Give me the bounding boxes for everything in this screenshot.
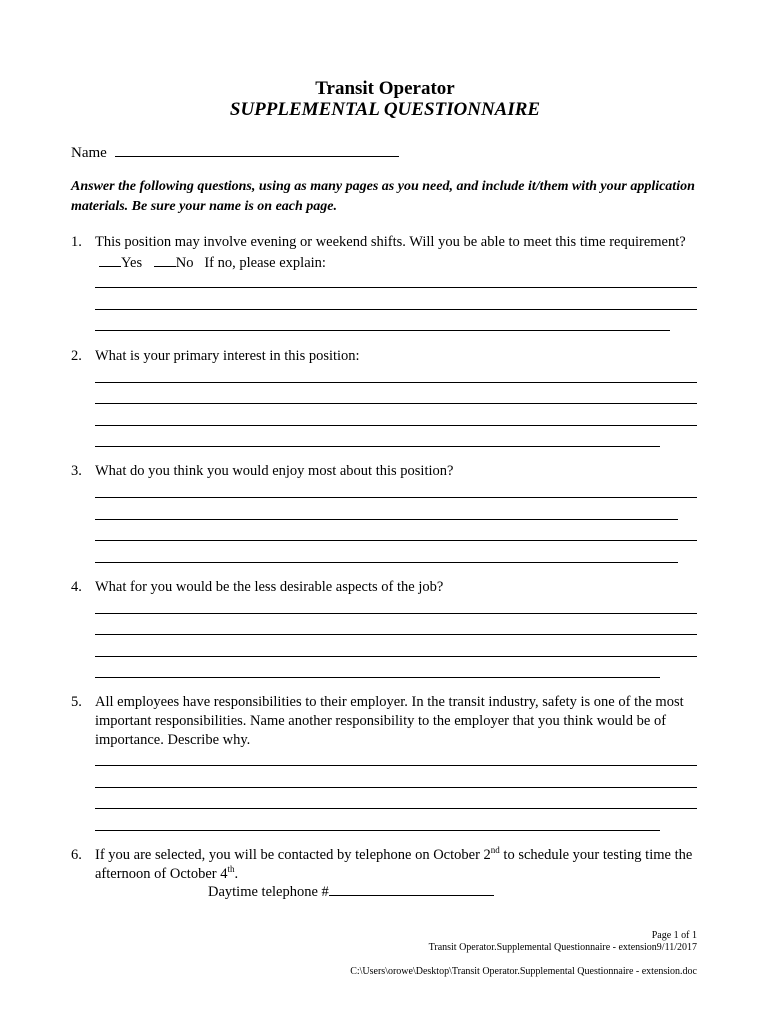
instructions: Answer the following questions, using as many pages as you need, and include it/them with your application materials. Be sure your name is on each page. xyxy=(71,179,695,214)
question-text: What for you would be the less desirable aspects of the job? xyxy=(95,579,444,595)
answer-line[interactable] xyxy=(95,446,660,447)
document-title: Transit Operator xyxy=(315,78,455,99)
question-number: 6. xyxy=(71,847,82,863)
question-1 xyxy=(71,233,711,273)
answer-line[interactable] xyxy=(95,787,697,788)
yes-blank[interactable] xyxy=(99,252,121,267)
answer-line[interactable] xyxy=(95,403,697,404)
answer-line[interactable] xyxy=(95,830,660,831)
answer-line[interactable] xyxy=(95,808,697,809)
phone-field[interactable] xyxy=(208,881,494,901)
question-6 xyxy=(71,846,711,884)
answer-line[interactable] xyxy=(95,287,697,288)
answer-line[interactable] xyxy=(95,519,678,520)
answer-line[interactable] xyxy=(95,656,697,657)
question-number: 2. xyxy=(71,348,82,364)
answer-line[interactable] xyxy=(95,634,697,635)
question-4 xyxy=(71,578,711,597)
name-blank[interactable] xyxy=(115,142,399,157)
question-number: 1. xyxy=(71,234,82,250)
name-field[interactable] xyxy=(71,142,399,162)
question-3 xyxy=(71,462,711,481)
question-number: 5. xyxy=(71,694,82,710)
question-text: If you are selected, you will be contacted by telephone on October 2nd to schedule your testing time the afternoon of October 4th. xyxy=(95,845,693,882)
footer-page-number: Page 1 of 1 xyxy=(651,930,697,941)
yes-label: Yes xyxy=(121,255,143,271)
question-5 xyxy=(71,693,711,750)
question-text: What is your primary interest in this position: xyxy=(95,348,360,364)
answer-line[interactable] xyxy=(95,677,660,678)
answer-line[interactable] xyxy=(95,330,670,331)
answer-line[interactable] xyxy=(95,540,697,541)
answer-line[interactable] xyxy=(95,613,697,614)
explain-label: If no, please explain: xyxy=(204,255,326,271)
answer-line[interactable] xyxy=(95,382,697,383)
question-number: 4. xyxy=(71,579,82,595)
question-number: 3. xyxy=(71,463,82,479)
phone-blank[interactable] xyxy=(329,881,494,896)
no-label: No xyxy=(175,255,194,271)
answer-line[interactable] xyxy=(95,497,697,498)
answer-line[interactable] xyxy=(95,562,678,563)
answer-line[interactable] xyxy=(95,309,697,310)
document-subtitle: SUPPLEMENTAL QUESTIONNAIRE xyxy=(229,99,541,120)
question-text: What do you think you would enjoy most about this position? xyxy=(95,463,454,479)
answer-line[interactable] xyxy=(95,765,697,766)
no-blank[interactable] xyxy=(154,252,176,267)
answer-line[interactable] xyxy=(95,425,697,426)
name-label: Name xyxy=(71,145,107,161)
question-text: This position may involve evening or weekend shifts. Will you be able to meet this time requirement? xyxy=(95,234,686,250)
question-2 xyxy=(71,347,711,366)
footer-document-name: Transit Operator.Supplemental Questionnaire - extension9/11/2017 xyxy=(428,942,697,953)
phone-label: Daytime telephone # xyxy=(208,884,329,900)
question-text: All employees have responsibilities to their employer. In the transit industry, safety is one of the most important responsibilities. Name another responsibility to the employer that you think would be of importance. Describe why. xyxy=(95,694,684,748)
footer-file-path: C:\Users\orowe\Desktop\Transit Operator.Supplemental Questionnaire - extension.doc xyxy=(350,966,697,977)
